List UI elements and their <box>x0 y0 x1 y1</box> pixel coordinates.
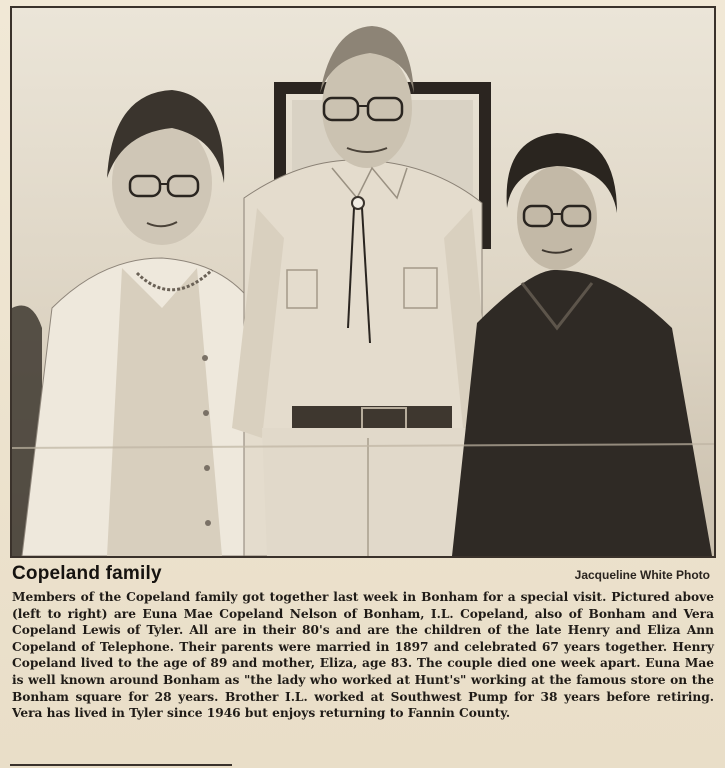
article-paragraph: Members of the Copeland family got together last week in Bonham for a special visit. Pictured above (left to right) are Euna Mae Copeland Nelson of Bonham, I.L. Copeland, also of Bonham and Vera Copeland Lewis of Tyler. All are in their 80's and are the children of the late Henry and Eliza Ann Copeland of Telephone. Their parents were married in 1897 and celebrated 67 years together. Henry Copeland lived to the age of 89 and mother, Eliza, age 83. The couple died one week apart. Euna Mae is well known around Bonham as "the lady who worked at Hunt's" working at the famous store on the Bonham square for 28 years. Brother I.L. worked at Southwest Pump for 38 years before retiring. Vera has lived in Tyler since 1946 but enjoys returning to Fannin County. <box>12 590 714 721</box>
family-photo <box>10 6 716 558</box>
headline: Copeland family <box>12 563 162 584</box>
caption-row <box>12 563 716 587</box>
photo-credit: Jacqueline White Photo <box>574 568 710 582</box>
article-body <box>12 589 714 722</box>
photo-illustration <box>12 8 714 556</box>
bottom-rule <box>10 764 232 766</box>
